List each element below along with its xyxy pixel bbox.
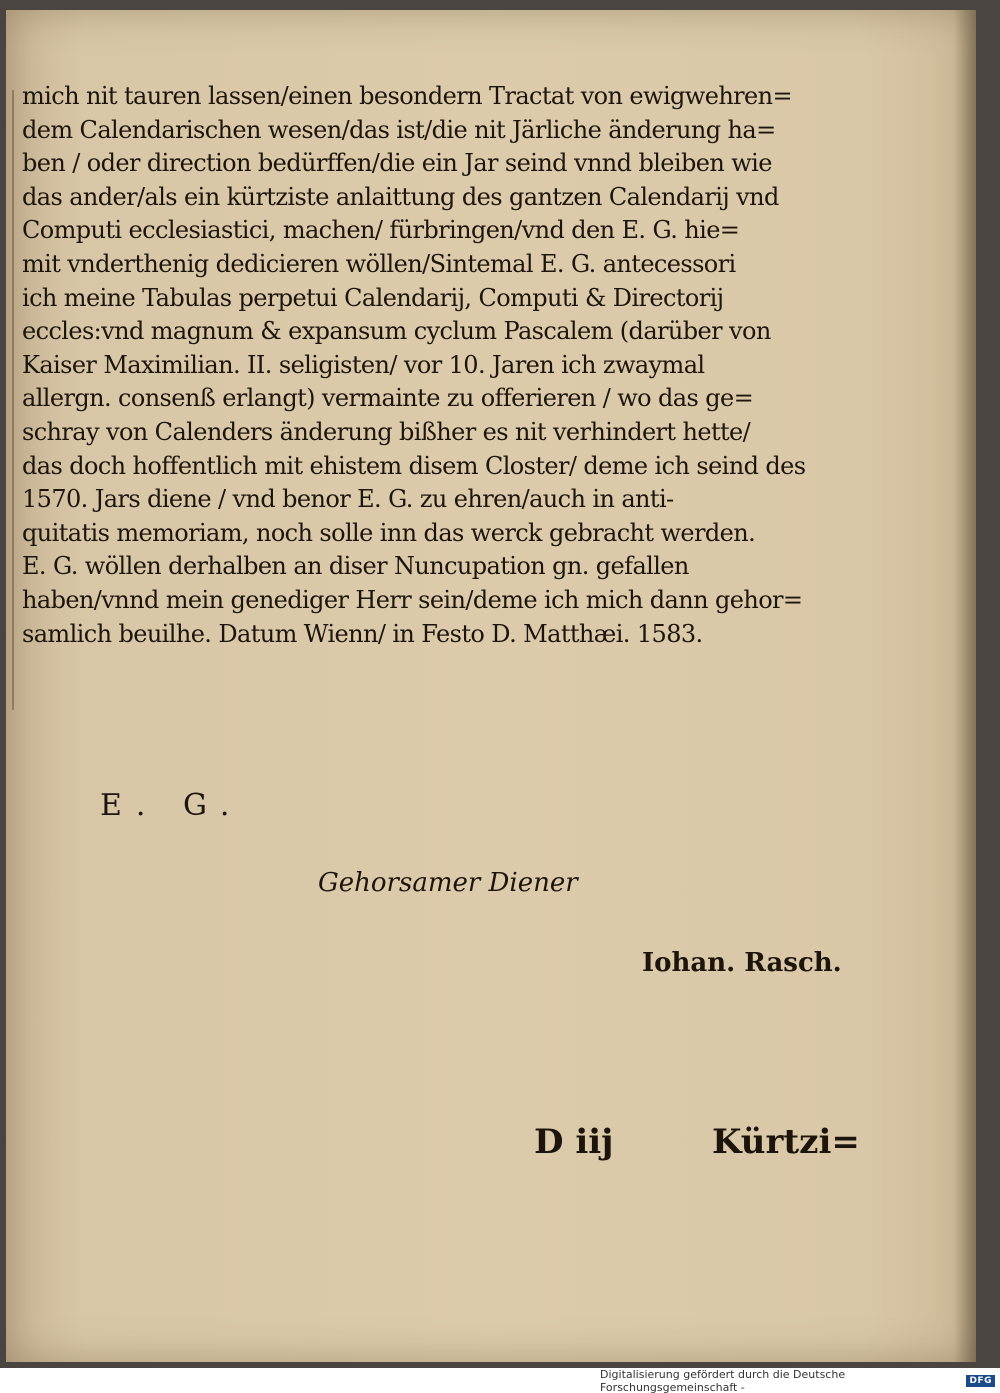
margin-rule	[12, 90, 14, 710]
text-line: ich meine Tabulas perpetui Calendarij, Computi & Directorij	[22, 283, 724, 312]
text-line: dem Calendarischen wesen/das ist/die nit Järliche änderung ha=	[22, 115, 776, 144]
text-line: schray von Calenders änderung bißher es nit verhindert hette/	[22, 417, 751, 446]
text-line: das doch hoffentlich mit ehistem disem Closter/ deme ich seind des	[22, 451, 806, 480]
author-signature: Iohan. Rasch.	[642, 948, 842, 978]
catchword: Kürtzi=	[712, 1122, 860, 1162]
text-line: mich nit tauren lassen/einen besondern Tractat von ewigwehren=	[22, 82, 793, 110]
body-text	[22, 80, 842, 651]
text-line: Kaiser Maximilian. II. seligisten/ vor 10. Jaren ich zwaymal	[22, 350, 705, 379]
text-line: Computi ecclesiastici, machen/ fürbringen/vnd den E. G. hie=	[22, 216, 740, 245]
book-page	[6, 10, 976, 1362]
text-line: ben / oder direction bedürffen/die ein Jar seind vnnd bleiben wie	[22, 149, 772, 178]
text-line: mit vnderthenig dedicieren wöllen/Sintemal E. G. antecessori	[22, 249, 736, 278]
signature-mark: D iij	[534, 1122, 614, 1162]
salutation: E. G.	[100, 788, 244, 823]
text-line: quitatis memoriam, noch solle inn das werck gebracht werden.	[22, 518, 756, 547]
digitization-footer	[600, 1368, 995, 1393]
page-edge-shadow	[954, 10, 976, 1362]
text-line: das ander/als ein kürtziste anlaittung des gantzen Calendarij vnd	[22, 182, 779, 211]
footer-text: Digitalisierung gefördert durch die Deutsche Forschungsgemeinschaft -	[600, 1368, 846, 1393]
closing-phrase: Gehorsamer Diener	[318, 868, 578, 898]
text-line: eccles:vnd magnum & expansum cyclum Pascalem (darüber von	[22, 317, 771, 346]
text-line: allergn. consenß erlangt) vermainte zu offerieren / wo das ge=	[22, 384, 754, 413]
text-line: haben/vnnd mein genediger Herr sein/deme ich mich dann gehor=	[22, 585, 803, 614]
text-line: 1570. Jars diene / vnd benor E. G. zu ehren/auch in anti-	[22, 485, 674, 514]
dfg-logo: DFG	[966, 1375, 995, 1387]
text-line: samlich beuilhe. Datum Wienn/ in Festo D. Matthæi. 1583.	[22, 619, 703, 648]
text-line: E. G. wöllen derhalben an diser Nuncupation gn. gefallen	[22, 552, 689, 581]
